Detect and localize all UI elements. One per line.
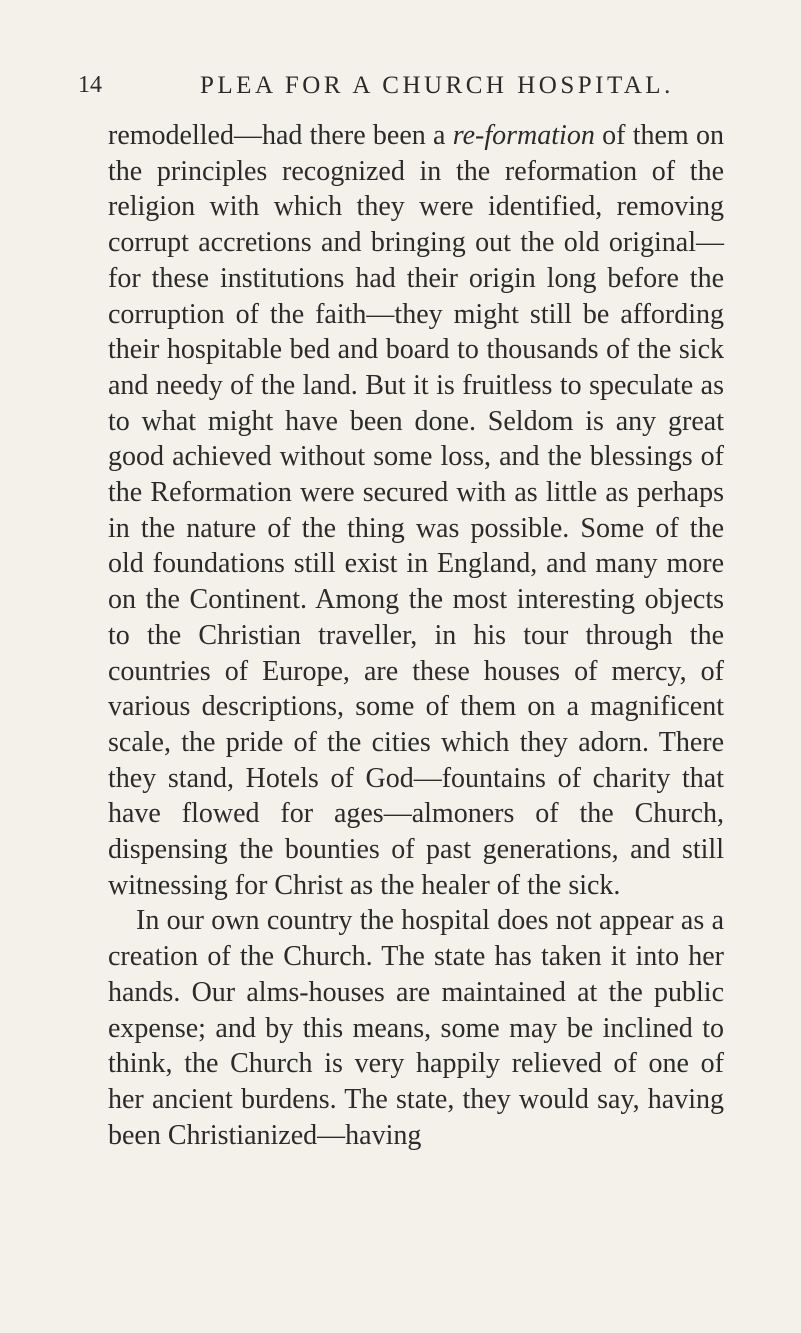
paragraph-1-text-start: remodelled—had there been a (108, 120, 453, 151)
body-text (108, 118, 724, 1153)
emphasized-word: re-formation (452, 120, 595, 151)
running-title: PLEA FOR A CHURCH HOSPITAL. (200, 72, 674, 99)
page-number: 14 (78, 72, 102, 98)
paragraph-2: In our own country the hospital does not appear as a creation of the Church. The state has taken it into her hands. Our alms-houses are maintained at the public expense; and by this means, some may be inclined to think, the Church is very happily relieved of one of her ancient burdens. The state, they would say, having been Christianized—having (108, 905, 724, 1151)
paragraph-1 (108, 118, 724, 903)
paragraph-1-text-rest: of them on the principles recognized in the reformation of the religion with which they were identified, removing corrupt accretions and bringing out the old original—for these institutions had their origin long before the corruption of the faith—they might still be affording their hospitable bed and board to thousands of the sick and needy of the land. But it is fruitless to speculate as to what might have been done. Seldom is any great good achieved without some loss, and the blessings of the Reformation were secured with as little as perhaps in the nature of the thing was possible. Some of the old foundations still exist in England, and many more on the Continent. Among the most interesting objects to the Christian traveller, in his tour through the countries of Europe, are these houses of mercy, of various descriptions, some of them on a magnificent scale, the pride of the cities which they adorn. There they stand, Hotels of God—fountains of charity that have flowed for ages—almoners of the Church, dispensing the bounties of past generations, and still witnessing for Christ as the healer of the sick. (108, 120, 724, 901)
running-head (78, 72, 728, 106)
